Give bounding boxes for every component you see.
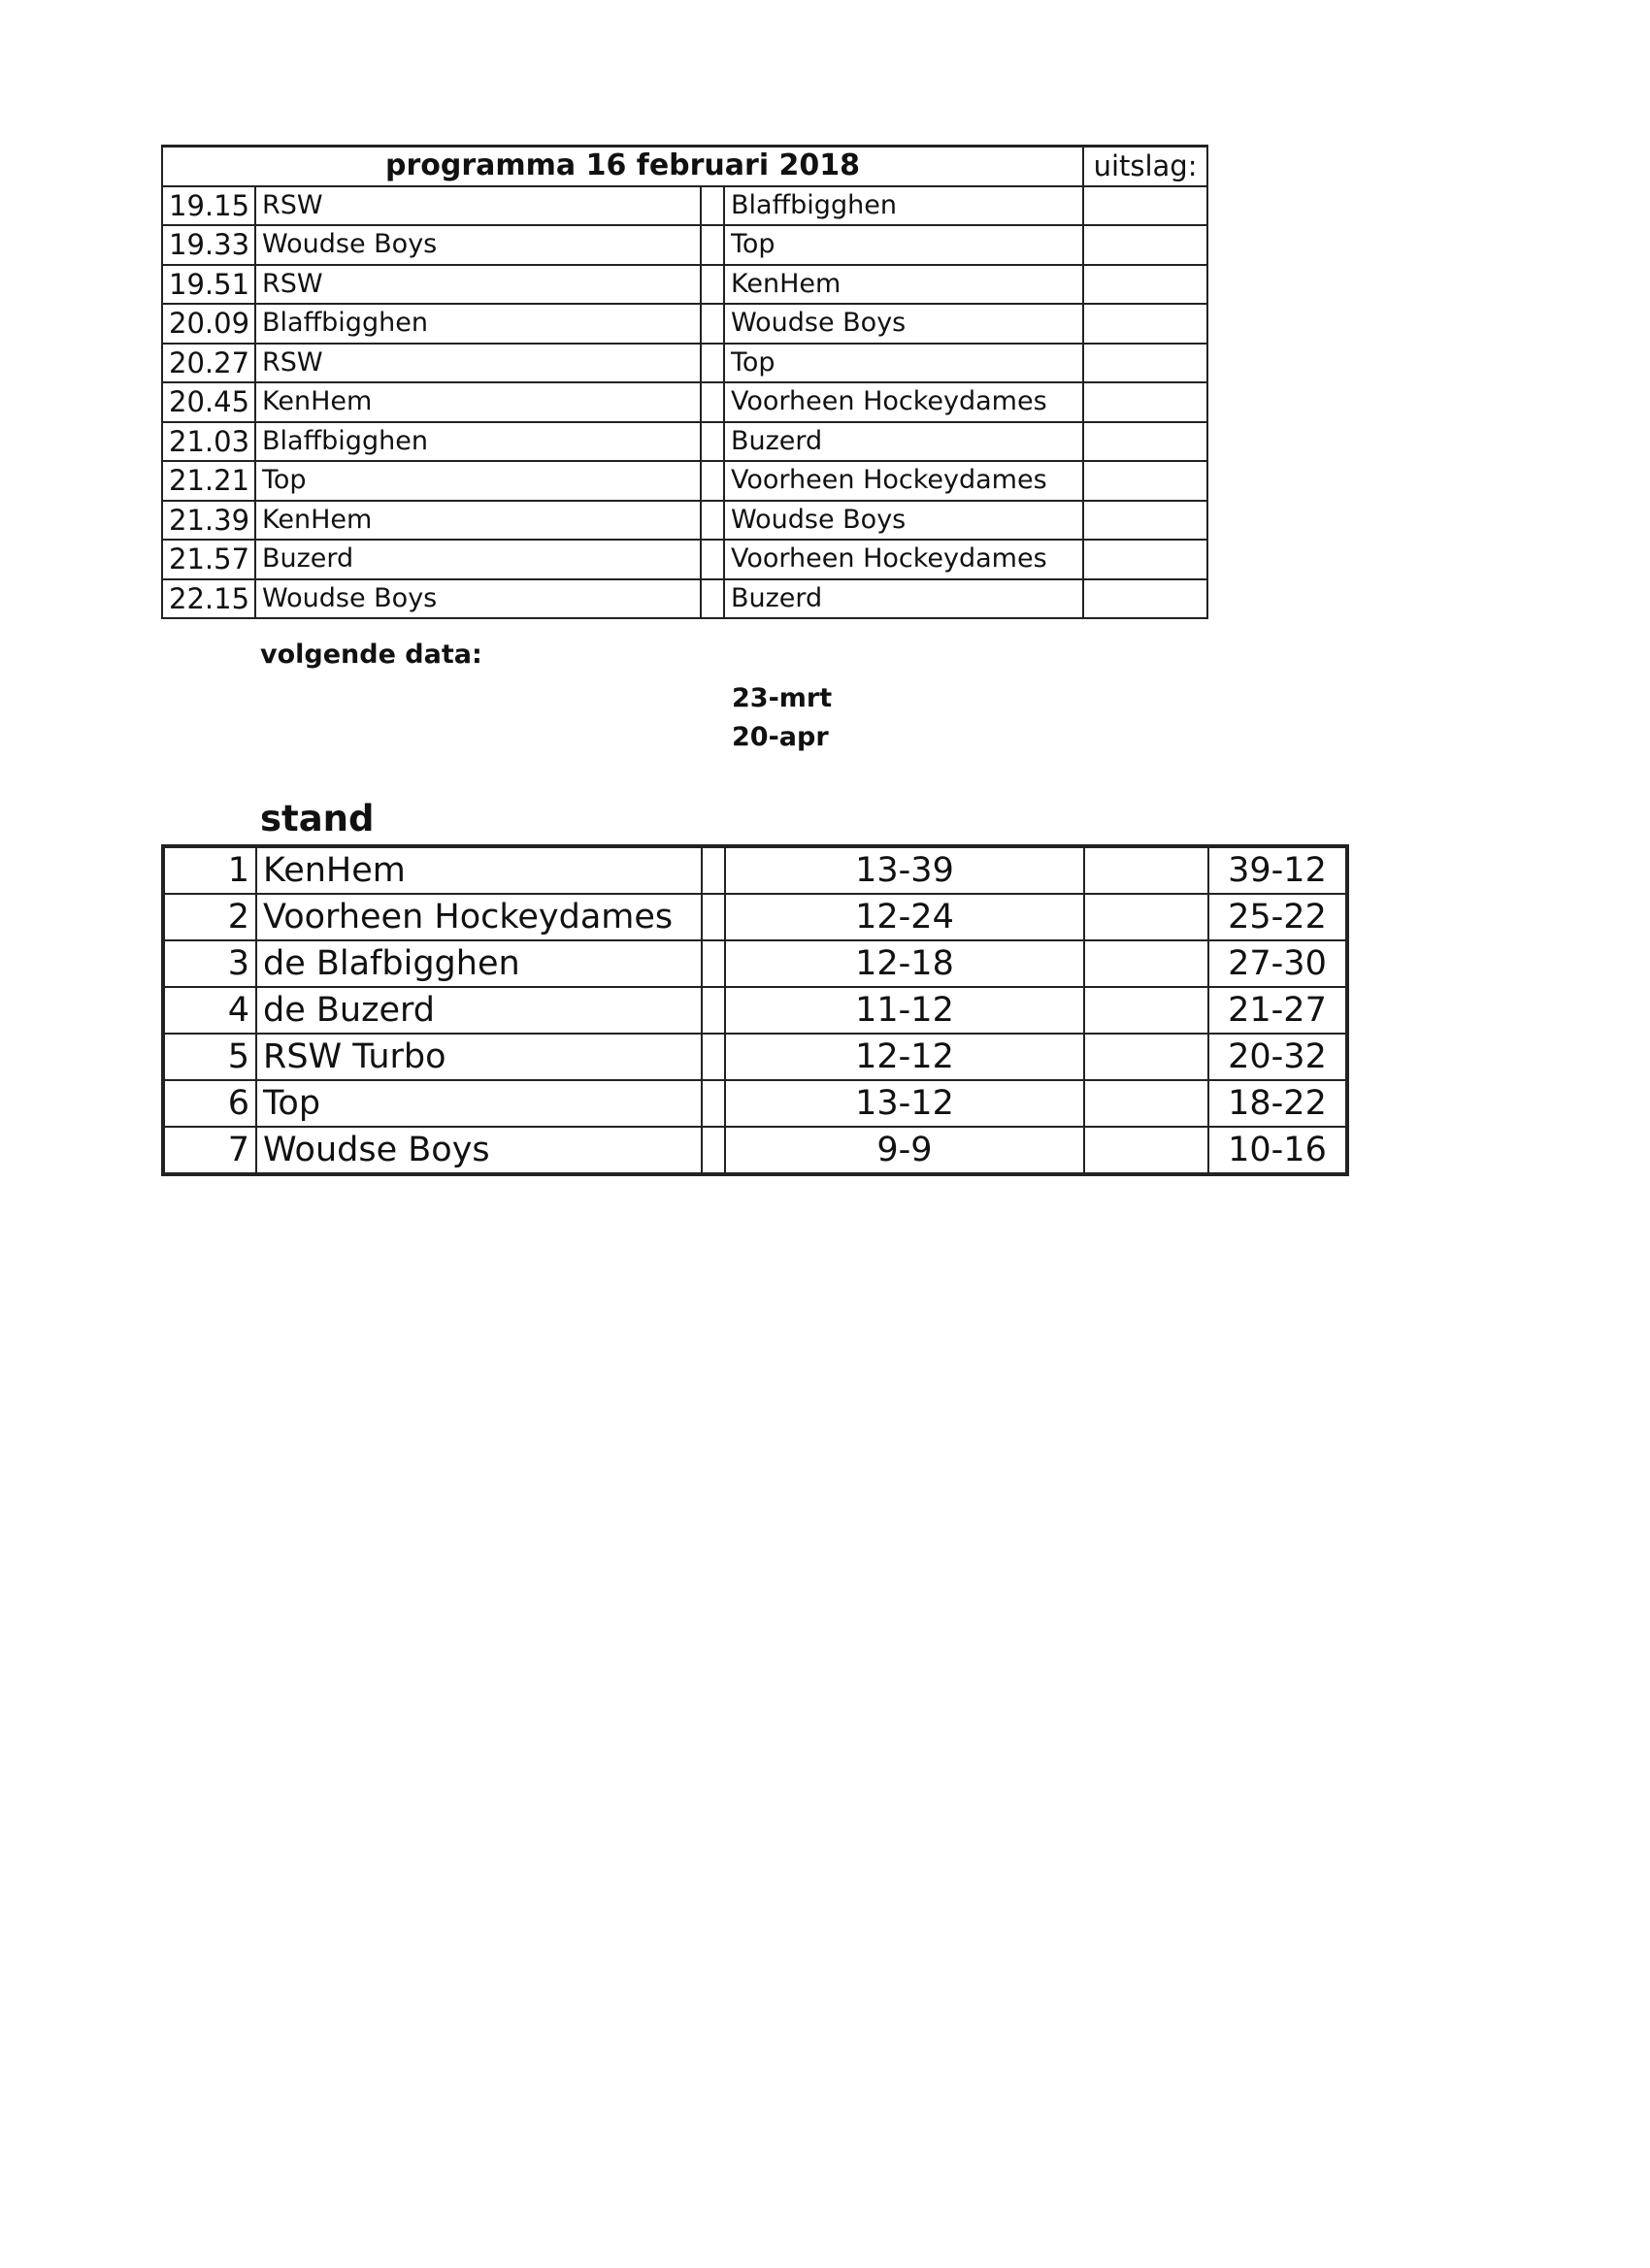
- match-time: 19.15: [162, 186, 255, 226]
- away-team: Woudse Boys: [724, 501, 1083, 541]
- rank: 2: [163, 894, 256, 940]
- home-team: Buzerd: [255, 540, 701, 579]
- schedule-body: [162, 186, 1207, 619]
- standings-row: [163, 1080, 1347, 1127]
- away-team: Buzerd: [724, 422, 1083, 462]
- spacer-cell: [701, 540, 724, 579]
- standings-row: [163, 940, 1347, 987]
- spacer-cell: [701, 461, 724, 501]
- match-result: [1083, 304, 1207, 344]
- match-row: [162, 304, 1207, 344]
- away-team: KenHem: [724, 265, 1083, 305]
- away-team: Voorheen Hockeydames: [724, 540, 1083, 579]
- standings-row: [163, 894, 1347, 940]
- score-a: 13-12: [725, 1080, 1084, 1127]
- match-time: 20.27: [162, 344, 255, 383]
- next-date: 20-apr: [732, 722, 829, 752]
- score-b: 10-16: [1208, 1127, 1347, 1174]
- score-b: 27-30: [1208, 940, 1347, 987]
- match-row: [162, 540, 1207, 579]
- match-row: [162, 422, 1207, 462]
- team-name: de Blafbigghen: [256, 940, 702, 987]
- match-time: 20.45: [162, 382, 255, 422]
- team-name: Woudse Boys: [256, 1127, 702, 1174]
- schedule-title: programma 16 februari 2018: [162, 147, 1083, 186]
- home-team: Blaffbigghen: [255, 304, 701, 344]
- match-result: [1083, 422, 1207, 462]
- match-row: [162, 186, 1207, 226]
- away-team: Buzerd: [724, 579, 1083, 619]
- team-name: RSW Turbo: [256, 1034, 702, 1080]
- score-b: 20-32: [1208, 1034, 1347, 1080]
- spacer-cell: [701, 344, 724, 383]
- away-team: Top: [724, 344, 1083, 383]
- spacer-cell: [701, 382, 724, 422]
- match-result: [1083, 344, 1207, 383]
- away-team: Top: [724, 225, 1083, 265]
- match-time: 22.15: [162, 579, 255, 619]
- home-team: RSW: [255, 344, 701, 383]
- score-b: 21-27: [1208, 987, 1347, 1034]
- match-time: 20.09: [162, 304, 255, 344]
- home-team: RSW: [255, 186, 701, 226]
- spacer-cell: [1084, 894, 1208, 940]
- match-result: [1083, 186, 1207, 226]
- spacer-cell: [701, 501, 724, 541]
- score-a: 12-24: [725, 894, 1084, 940]
- standings-table: [161, 844, 1349, 1176]
- match-time: 21.57: [162, 540, 255, 579]
- rank: 5: [163, 1034, 256, 1080]
- match-row: [162, 225, 1207, 265]
- match-result: [1083, 461, 1207, 501]
- spacer-cell: [702, 894, 725, 940]
- spacer-cell: [702, 1034, 725, 1080]
- home-team: KenHem: [255, 382, 701, 422]
- rank: 6: [163, 1080, 256, 1127]
- spacer-cell: [1084, 846, 1208, 894]
- match-row: [162, 344, 1207, 383]
- next-dates-list: [732, 679, 832, 757]
- spacer-cell: [1084, 1127, 1208, 1174]
- spacer-cell: [1084, 1034, 1208, 1080]
- schedule-header-row: [162, 147, 1207, 186]
- match-row: [162, 461, 1207, 501]
- team-name: KenHem: [256, 846, 702, 894]
- match-result: [1083, 579, 1207, 619]
- team-name: de Buzerd: [256, 987, 702, 1034]
- match-row: [162, 579, 1207, 619]
- spacer-cell: [701, 422, 724, 462]
- score-b: 18-22: [1208, 1080, 1347, 1127]
- spacer-cell: [702, 1127, 725, 1174]
- match-result: [1083, 540, 1207, 579]
- standings-row: [163, 1127, 1347, 1174]
- score-a: 12-18: [725, 940, 1084, 987]
- home-team: Top: [255, 461, 701, 501]
- match-result: [1083, 265, 1207, 305]
- rank: 3: [163, 940, 256, 987]
- spacer-cell: [702, 1080, 725, 1127]
- rank: 7: [163, 1127, 256, 1174]
- spacer-cell: [702, 940, 725, 987]
- schedule-table: [161, 145, 1208, 619]
- rank: 1: [163, 846, 256, 894]
- spacer-cell: [701, 304, 724, 344]
- match-time: 21.03: [162, 422, 255, 462]
- team-name: Top: [256, 1080, 702, 1127]
- match-result: [1083, 382, 1207, 422]
- next-date: 23-mrt: [732, 683, 833, 713]
- spacer-cell: [701, 579, 724, 619]
- home-team: Woudse Boys: [255, 225, 701, 265]
- match-row: [162, 265, 1207, 305]
- match-time: 21.21: [162, 461, 255, 501]
- team-name: Voorheen Hockeydames: [256, 894, 702, 940]
- away-team: Voorheen Hockeydames: [724, 382, 1083, 422]
- standings-row: [163, 846, 1347, 894]
- score-b: 39-12: [1208, 846, 1347, 894]
- match-row: [162, 501, 1207, 541]
- home-team: Woudse Boys: [255, 579, 701, 619]
- standings-title: stand: [260, 798, 375, 839]
- match-time: 19.33: [162, 225, 255, 265]
- spacer-cell: [701, 265, 724, 305]
- home-team: KenHem: [255, 501, 701, 541]
- match-row: [162, 382, 1207, 422]
- spacer-cell: [701, 186, 724, 226]
- spacer-cell: [1084, 987, 1208, 1034]
- next-dates-label: volgende data:: [260, 640, 482, 670]
- standings-row: [163, 987, 1347, 1034]
- score-a: 12-12: [725, 1034, 1084, 1080]
- score-a: 13-39: [725, 846, 1084, 894]
- result-header: uitslag:: [1083, 147, 1207, 186]
- spacer-cell: [1084, 1080, 1208, 1127]
- spacer-cell: [1084, 940, 1208, 987]
- standings-row: [163, 1034, 1347, 1080]
- match-time: 21.39: [162, 501, 255, 541]
- spacer-cell: [702, 987, 725, 1034]
- away-team: Voorheen Hockeydames: [724, 461, 1083, 501]
- match-time: 19.51: [162, 265, 255, 305]
- score-a: 9-9: [725, 1127, 1084, 1174]
- score-a: 11-12: [725, 987, 1084, 1034]
- match-result: [1083, 225, 1207, 265]
- away-team: Woudse Boys: [724, 304, 1083, 344]
- home-team: RSW: [255, 265, 701, 305]
- away-team: Blaffbigghen: [724, 186, 1083, 226]
- score-b: 25-22: [1208, 894, 1347, 940]
- match-result: [1083, 501, 1207, 541]
- home-team: Blaffbigghen: [255, 422, 701, 462]
- spacer-cell: [701, 225, 724, 265]
- rank: 4: [163, 987, 256, 1034]
- standings-body: [163, 846, 1347, 1174]
- spacer-cell: [702, 846, 725, 894]
